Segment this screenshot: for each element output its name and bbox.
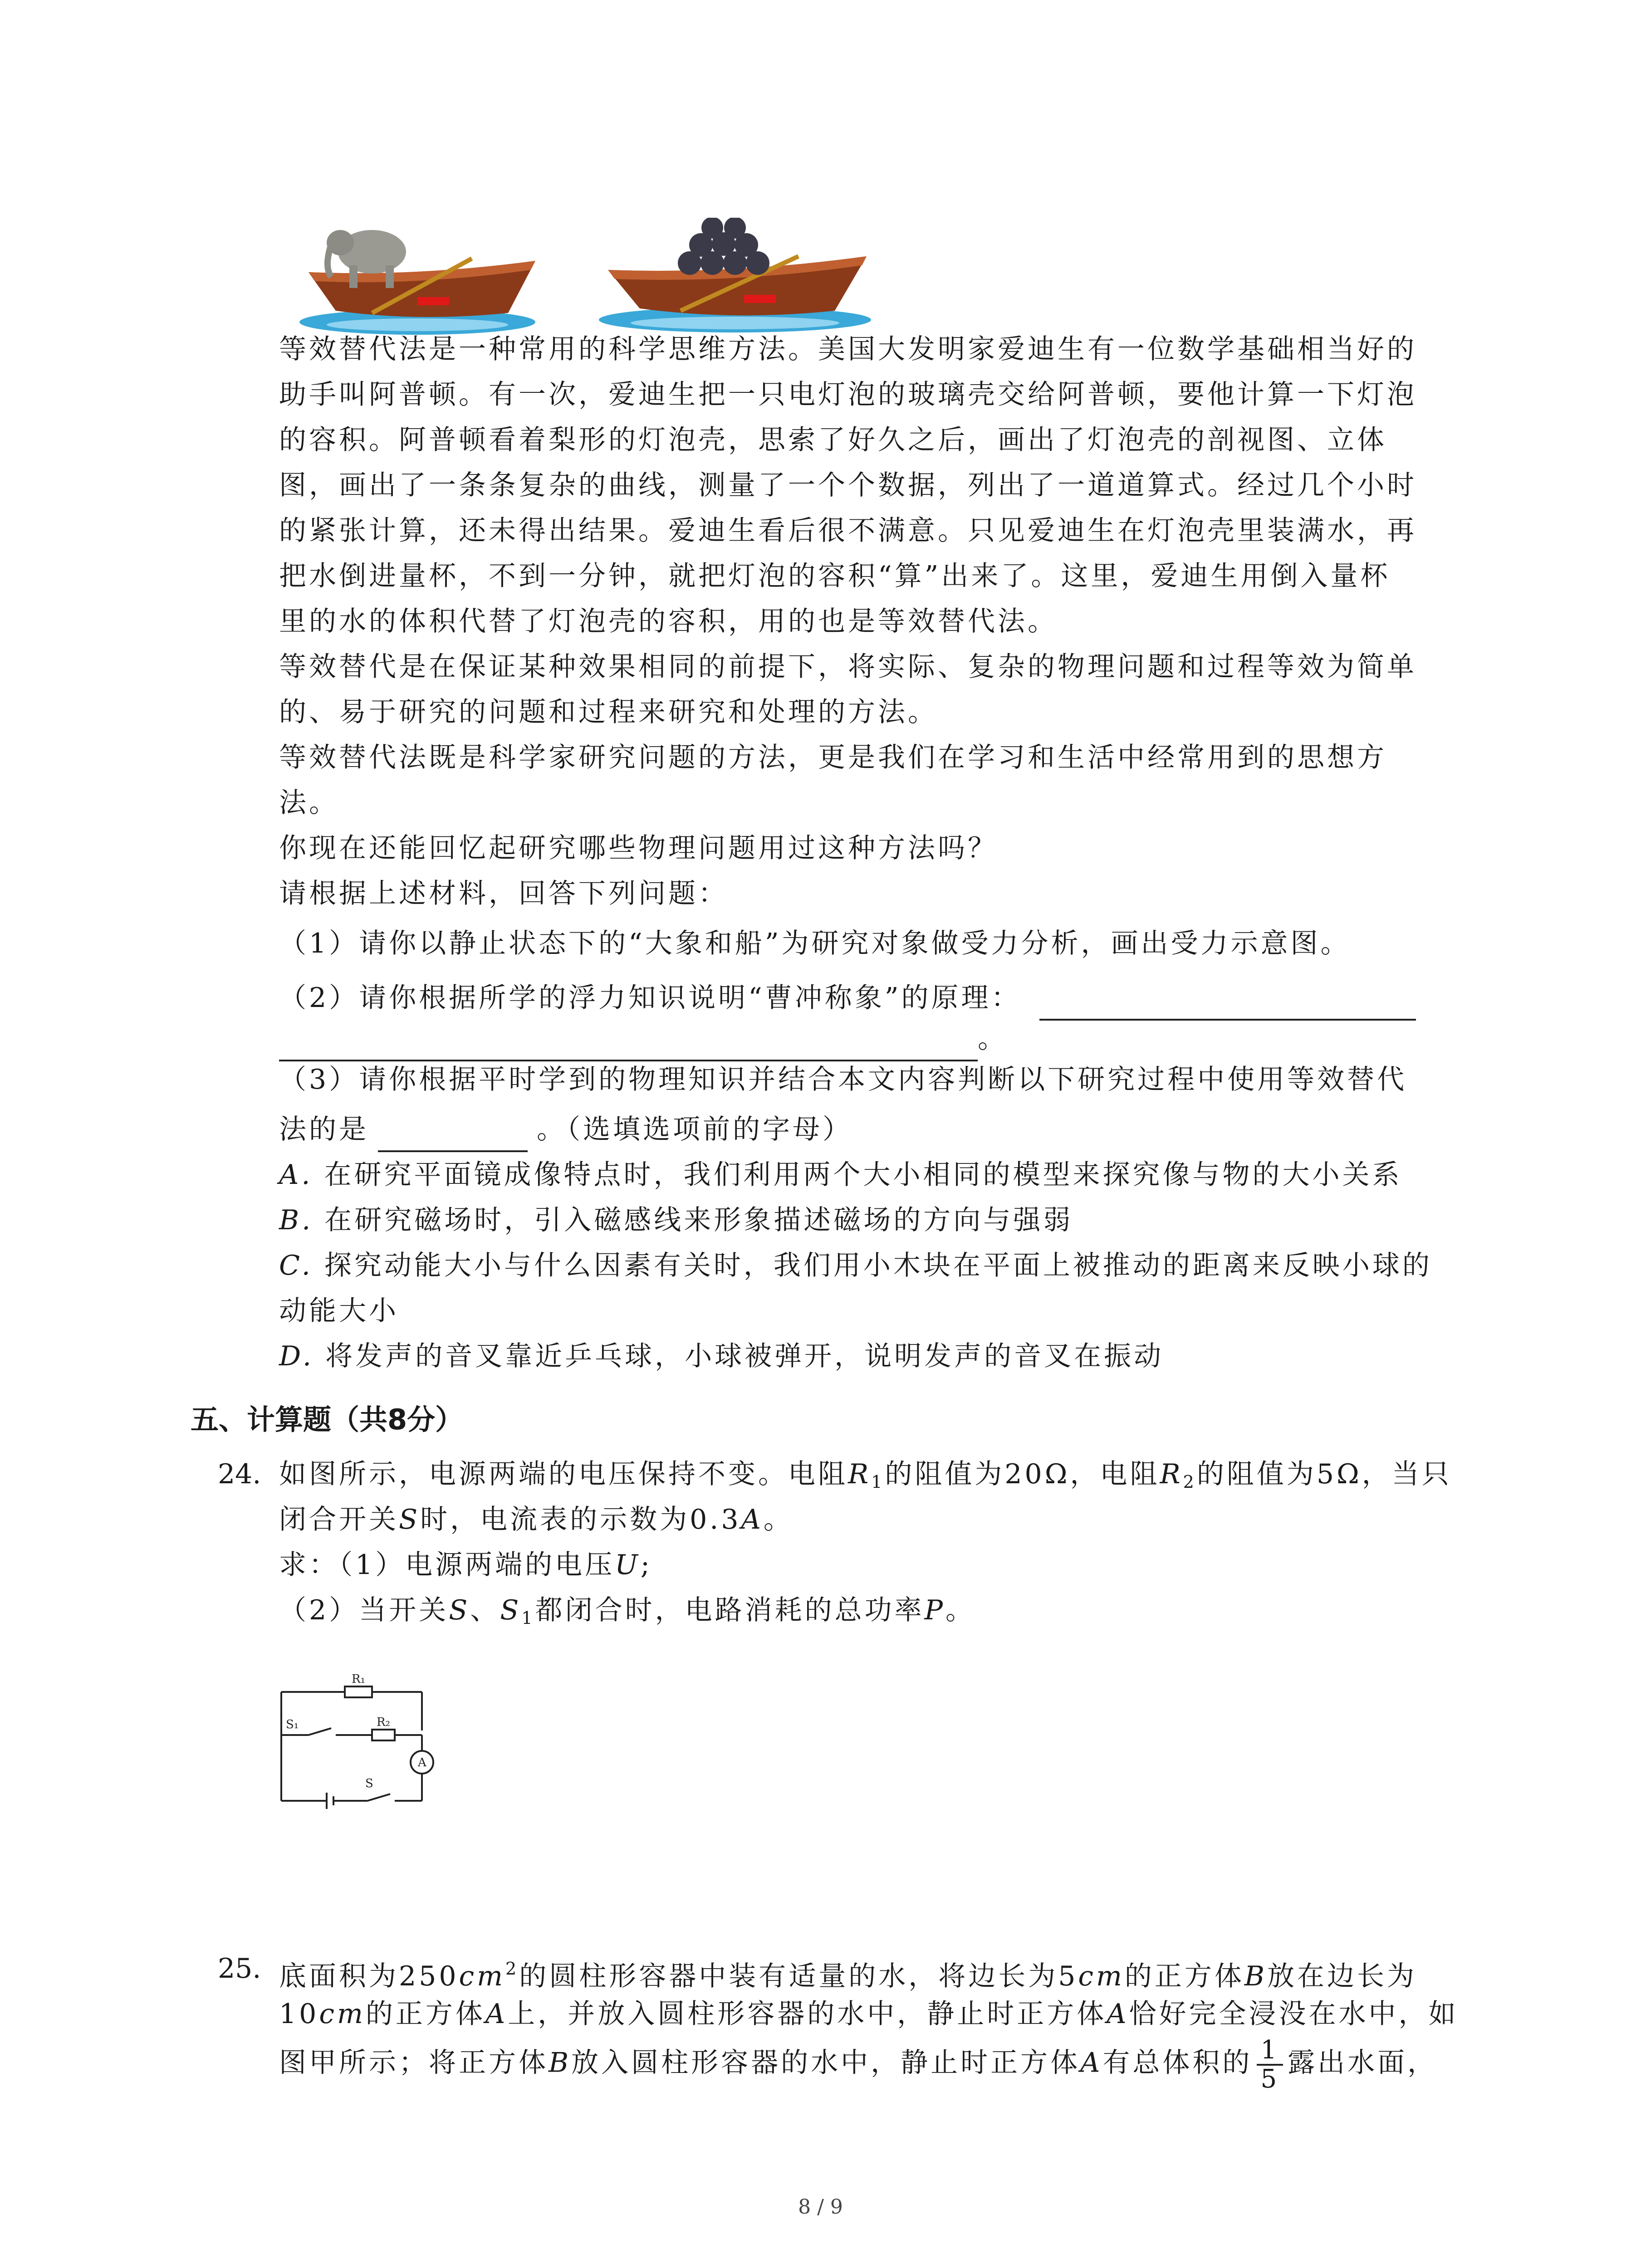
subscript: 1 xyxy=(871,1472,885,1492)
option-c-continued: 动能大小 xyxy=(279,1295,399,1327)
symbol: R xyxy=(848,1458,872,1490)
text: 放入圆柱形容器的水中，静止时正方体 xyxy=(571,2047,1081,2079)
question-number: 25. xyxy=(218,1953,261,1984)
symbol: S xyxy=(399,1504,421,1535)
intro-line: 的容积。阿普顿看着梨形的灯泡壳，思索了好久之后，画出了灯泡壳的剖视图、立体 xyxy=(279,424,1387,456)
text: 。 xyxy=(763,1504,794,1535)
intro-line: 助手叫阿普顿。有一次，爱迪生把一只电灯泡的玻璃壳交给阿普顿，要他计算一下灯泡 xyxy=(279,379,1417,411)
option-b xyxy=(279,1198,1073,1243)
option-c xyxy=(279,1243,1432,1288)
text: 恰好完全浸没在水中，如 xyxy=(1129,1998,1459,2030)
period: 。 xyxy=(978,1023,1008,1055)
option-text: 将发声的音叉靠近乒乓球，小球被弹开，说明发声的音叉在振动 xyxy=(314,1340,1164,1372)
symbol: S xyxy=(449,1594,470,1626)
text: 的圆柱形容器中装有适量的水，将边长为5 xyxy=(519,1960,1078,1992)
option-letter: A. xyxy=(279,1159,313,1191)
symbol: B xyxy=(1244,1960,1267,1992)
text: 、 xyxy=(470,1594,500,1626)
question-3-hint: 。（选填选项前的字母） xyxy=(537,1114,852,1145)
symbol: B xyxy=(549,2047,572,2079)
intro-line: 的紧张计算，还未得出结果。爱迪生看后很不满意。只见爱迪生在灯泡壳里装满水，再 xyxy=(279,515,1417,547)
symbol: P xyxy=(924,1594,945,1626)
q25-line xyxy=(279,2037,1437,2093)
answer-blank[interactable] xyxy=(1039,987,1416,1021)
stones-icon xyxy=(678,218,769,275)
unit: cm xyxy=(1078,1960,1125,1992)
intro-line: 等效替代法既是科学家研究问题的方法，更是我们在学习和生活中经常用到的思想方 xyxy=(279,742,1387,773)
text: ; xyxy=(640,1549,652,1581)
option-letter: C. xyxy=(279,1250,313,1281)
intro-line: 里的水的体积代替了灯泡壳的容积，用的也是等效替代法。 xyxy=(279,606,1058,637)
text: 10 xyxy=(279,1998,319,2030)
intro-line: 的、易于研究的问题和过程来研究和处理的方法。 xyxy=(279,696,938,728)
boat-illustration xyxy=(281,218,916,336)
fraction xyxy=(1257,2037,1283,2093)
text: 放在边长为 xyxy=(1267,1960,1417,1992)
numerator: 1 xyxy=(1257,2037,1283,2066)
intro-line: 你现在还能回忆起研究哪些物理问题用过这种方法吗？ xyxy=(279,832,998,864)
text: 露出水面， xyxy=(1288,2047,1438,2079)
subscript: 1 xyxy=(521,1608,535,1628)
r1-label: R₁ xyxy=(352,1672,365,1686)
text: 的正方体 xyxy=(365,1998,485,2030)
text: 求：（1）电源两端的电压 xyxy=(279,1549,615,1581)
text: 有总体积的 xyxy=(1102,2047,1253,2079)
s1-label: S₁ xyxy=(286,1718,299,1731)
option-text: 探究动能大小与什么因素有关时，我们用小木块在平面上被推动的距离来反映小球的 xyxy=(313,1250,1432,1281)
q24-line xyxy=(279,1542,652,1588)
s-label: S xyxy=(365,1777,373,1790)
symbol: A xyxy=(485,1998,508,2030)
symbol: R xyxy=(1160,1458,1183,1490)
r2-label: R₂ xyxy=(377,1716,390,1729)
text: 上，并放入圆柱形容器的水中，静止时正方体 xyxy=(508,1998,1107,2030)
question-number: 24. xyxy=(218,1458,261,1490)
q24-line xyxy=(279,1497,794,1542)
subscript: 2 xyxy=(1183,1472,1197,1492)
question-3: （3）请你根据平时学到的物理知识并结合本文内容判断以下研究过程中使用等效替代 xyxy=(279,1064,1407,1095)
q24-line xyxy=(279,1588,975,1641)
question-1: （1）请你以静止状态下的“大象和船”为研究对象做受力分析，画出受力示意图。 xyxy=(279,928,1351,959)
intro-line: 图，画出了一条条复杂的曲线，测量了一个个数据，列出了一道道算式。经过几个小时 xyxy=(279,469,1417,501)
section-heading: 五、计算题（共8分） xyxy=(191,1403,464,1436)
intro-line: 等效替代是在保证某种效果相同的前提下，将实际、复杂的物理问题和过程等效为简单 xyxy=(279,651,1417,683)
q25-line xyxy=(279,1991,1459,2037)
option-d xyxy=(279,1334,1164,1379)
answer-blank[interactable] xyxy=(378,1119,528,1152)
intro-line: 把水倒进量杯，不到一分钟，就把灯泡的容积“算”出来了。这里，爱迪生用倒入量杯 xyxy=(279,560,1391,592)
text: 时，电流表的示数为0.3 xyxy=(420,1504,741,1535)
unit: cm xyxy=(459,1960,506,1992)
option-letter: D. xyxy=(279,1340,314,1372)
option-text: 在研究平面镜成像特点时，我们利用两个大小相同的模型来探究像与物的大小关系 xyxy=(313,1159,1402,1191)
unit: cm xyxy=(319,1998,366,2030)
circuit-diagram xyxy=(277,1665,445,1814)
answer-blank[interactable] xyxy=(279,1028,978,1061)
symbol: A xyxy=(741,1504,764,1535)
symbol: A xyxy=(1107,1998,1129,2030)
symbol: S xyxy=(500,1594,522,1626)
text: 的阻值为20Ω，电阻 xyxy=(885,1458,1160,1490)
text: （2）当开关 xyxy=(279,1594,449,1626)
text: 如图所示，电源两端的电压保持不变。电阻 xyxy=(279,1458,848,1490)
symbol: A xyxy=(1080,2047,1103,2079)
option-letter: B. xyxy=(279,1204,314,1236)
question-3-text: 法的是 xyxy=(279,1114,369,1145)
text: 的阻值为5Ω，当只 xyxy=(1196,1458,1452,1490)
superscript: 2 xyxy=(505,1959,519,1979)
symbol: U xyxy=(615,1549,641,1581)
intro-line: 请根据上述材料，回答下列问题： xyxy=(279,878,728,909)
question-2-text: （2）请你根据所学的浮力知识说明“曹冲称象”的原理： xyxy=(279,982,1021,1014)
question-2-continued xyxy=(279,1016,1008,1061)
intro-line: 等效替代法是一种常用的科学思维方法。美国大发明家爱迪生有一位数学基础相当好的 xyxy=(279,333,1417,365)
page-number: 8 / 9 xyxy=(798,2195,843,2219)
question-2 xyxy=(279,975,1416,1021)
text: 底面积为250 xyxy=(279,1960,459,1992)
denominator: 5 xyxy=(1260,2064,1280,2094)
text: 。 xyxy=(945,1594,975,1626)
intro-line: 法。 xyxy=(279,787,339,819)
text: 的正方体 xyxy=(1124,1960,1244,1992)
question-3-continued xyxy=(279,1107,852,1152)
text: 都闭合时，电路消耗的总功率 xyxy=(535,1594,925,1626)
text: 图甲所示；将正方体 xyxy=(279,2047,549,2079)
ammeter-label: A xyxy=(418,1756,426,1769)
text: 闭合开关 xyxy=(279,1504,399,1535)
option-a xyxy=(279,1152,1402,1198)
option-text: 在研究磁场时，引入磁感线来形象描述磁场的方向与强弱 xyxy=(313,1204,1073,1236)
